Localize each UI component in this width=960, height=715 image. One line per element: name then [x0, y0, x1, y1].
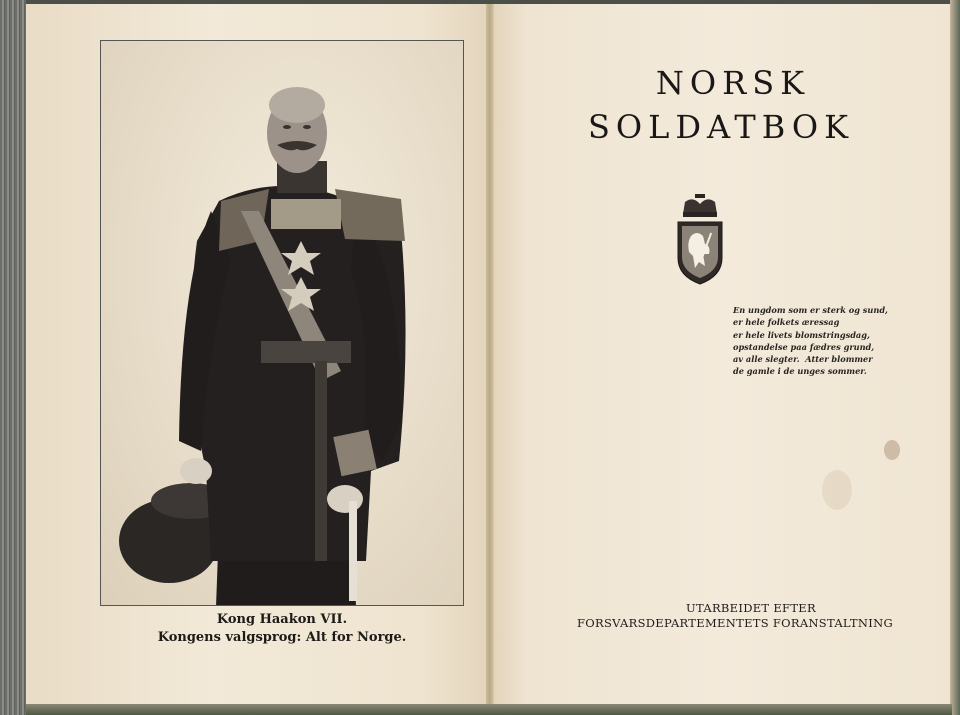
- paper-stain: [884, 440, 900, 460]
- king-portrait-figure: [101, 41, 464, 606]
- book-bottom-edge: [26, 704, 952, 715]
- footer-prepared-by: UTARBEIDET EFTER: [686, 601, 816, 615]
- portrait-photo: [100, 40, 464, 606]
- paper-stain: [822, 470, 852, 510]
- book-title-line1: NORSK: [655, 64, 811, 102]
- footer-ministry: FORSVARSDEPARTEMENTETS FORANSTALTNING: [577, 616, 893, 630]
- book-binding: [0, 0, 26, 715]
- portrait-caption-title: Kong Haakon VII.: [216, 612, 348, 627]
- poem-verse: En ungdom som er sterk og sund, er hele folkets æressag er hele livets blomstringsdag, opstandelse paa fædres grund, av alle slegter. Atter blommer de gamle i de unges sommer.: [733, 305, 888, 377]
- book-title-line2: SOLDATBOK: [587, 108, 854, 146]
- norwegian-coat-of-arms-icon: [673, 192, 727, 288]
- portrait-caption-motto: Kongens valgsprog: Alt for Norge.: [157, 630, 407, 645]
